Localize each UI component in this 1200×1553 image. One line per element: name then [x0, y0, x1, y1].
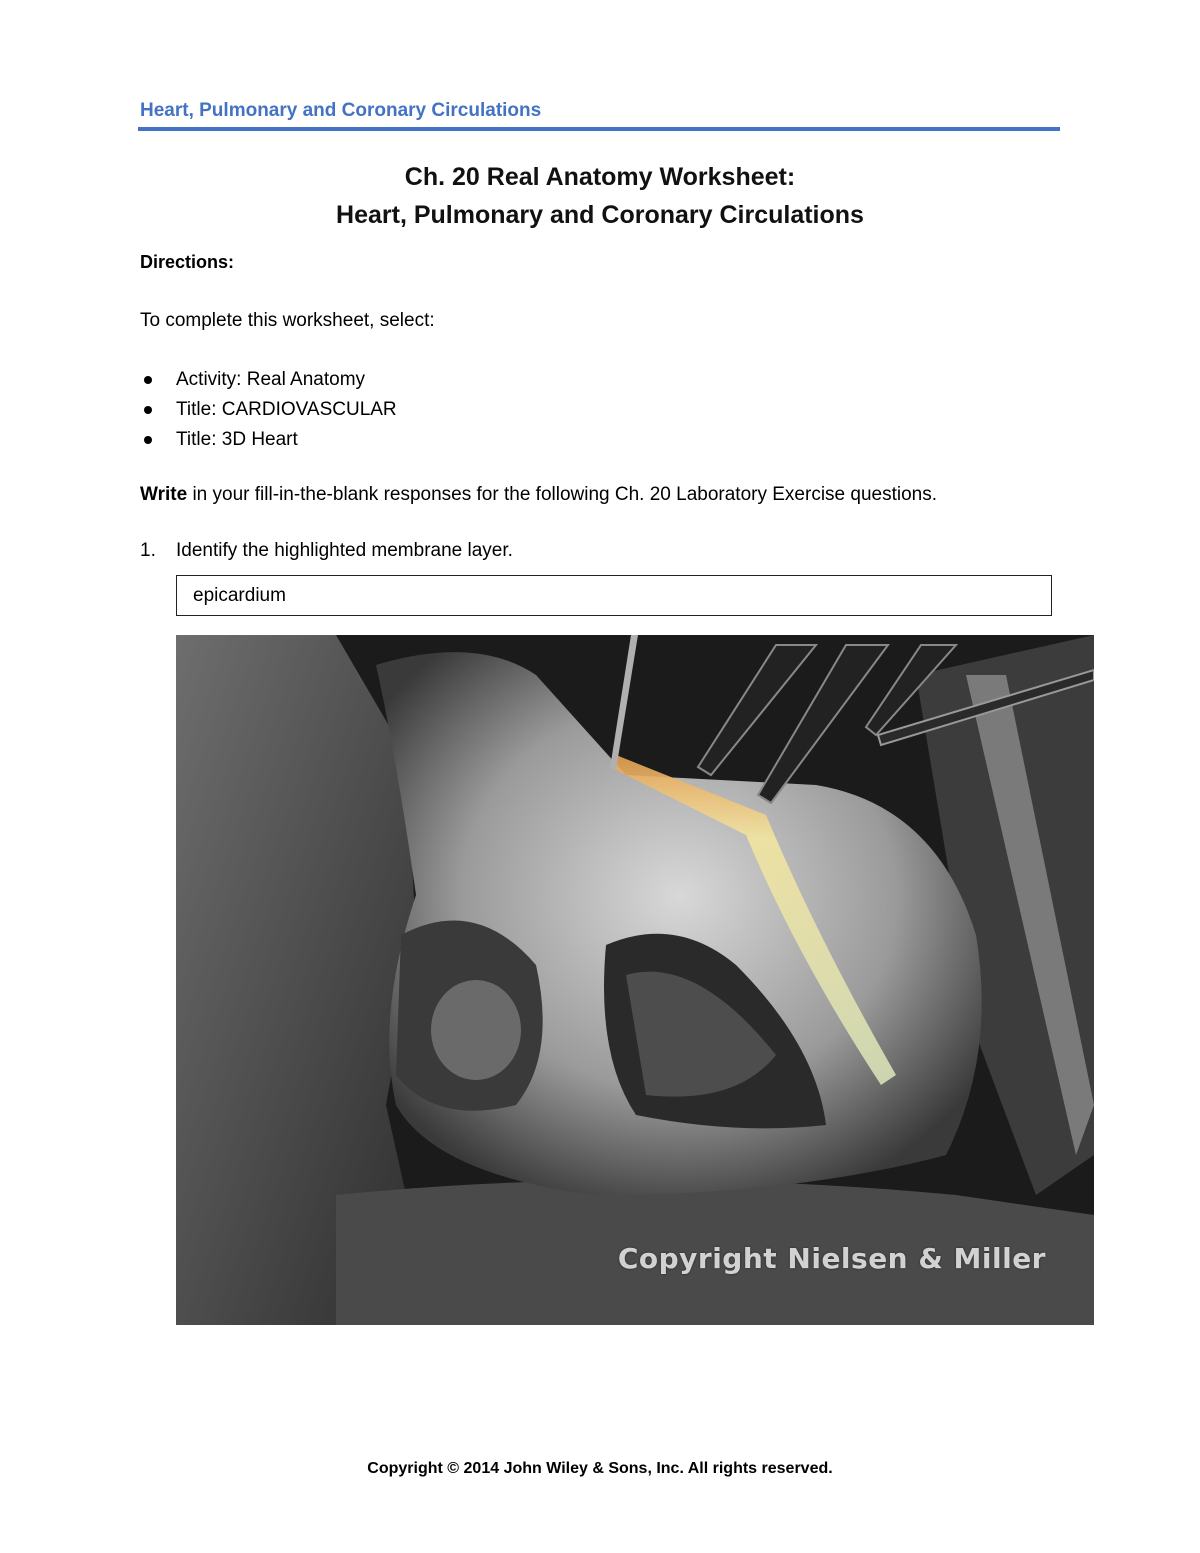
photo-watermark: Copyright Nielsen & Miller	[617, 1242, 1046, 1275]
instruction-rest: in your fill-in-the-blank responses for the following Ch. 20 Laboratory Exercise questions.	[187, 484, 937, 505]
question-text: Identify the highlighted membrane layer.	[176, 540, 513, 561]
list-item	[140, 425, 397, 455]
question-1	[140, 540, 513, 562]
running-header: Heart, Pulmonary and Coronary Circulations	[140, 100, 542, 121]
bullet-icon	[144, 436, 152, 444]
bullet-icon	[144, 376, 152, 384]
page-title	[0, 158, 1200, 234]
title-line-2: Heart, Pulmonary and Coronary Circulations	[336, 201, 864, 229]
list-item	[140, 395, 397, 425]
list-item-text: Title: CARDIOVASCULAR	[176, 399, 397, 420]
heart-dissection-photo	[176, 635, 1094, 1325]
list-item	[140, 365, 397, 395]
copyright-footer: Copyright © 2014 John Wiley & Sons, Inc. All rights reserved.	[367, 1460, 833, 1477]
bullet-icon	[144, 406, 152, 414]
answer-field[interactable]	[176, 575, 1052, 616]
instruction-bold: Write	[140, 484, 188, 505]
selection-list	[140, 365, 397, 455]
instruction-text	[140, 484, 937, 506]
directions-intro: To complete this worksheet, select:	[140, 310, 435, 331]
header-rule	[138, 127, 1060, 131]
list-item-text: Activity: Real Anatomy	[176, 369, 366, 390]
directions-label: Directions:	[140, 252, 235, 272]
title-line-1: Ch. 20 Real Anatomy Worksheet:	[404, 163, 796, 191]
heart-photo-graphic	[176, 635, 1094, 1325]
answer-value: epicardium	[193, 585, 286, 606]
question-number: 1.	[140, 540, 156, 561]
list-item-text: Title: 3D Heart	[176, 429, 298, 450]
